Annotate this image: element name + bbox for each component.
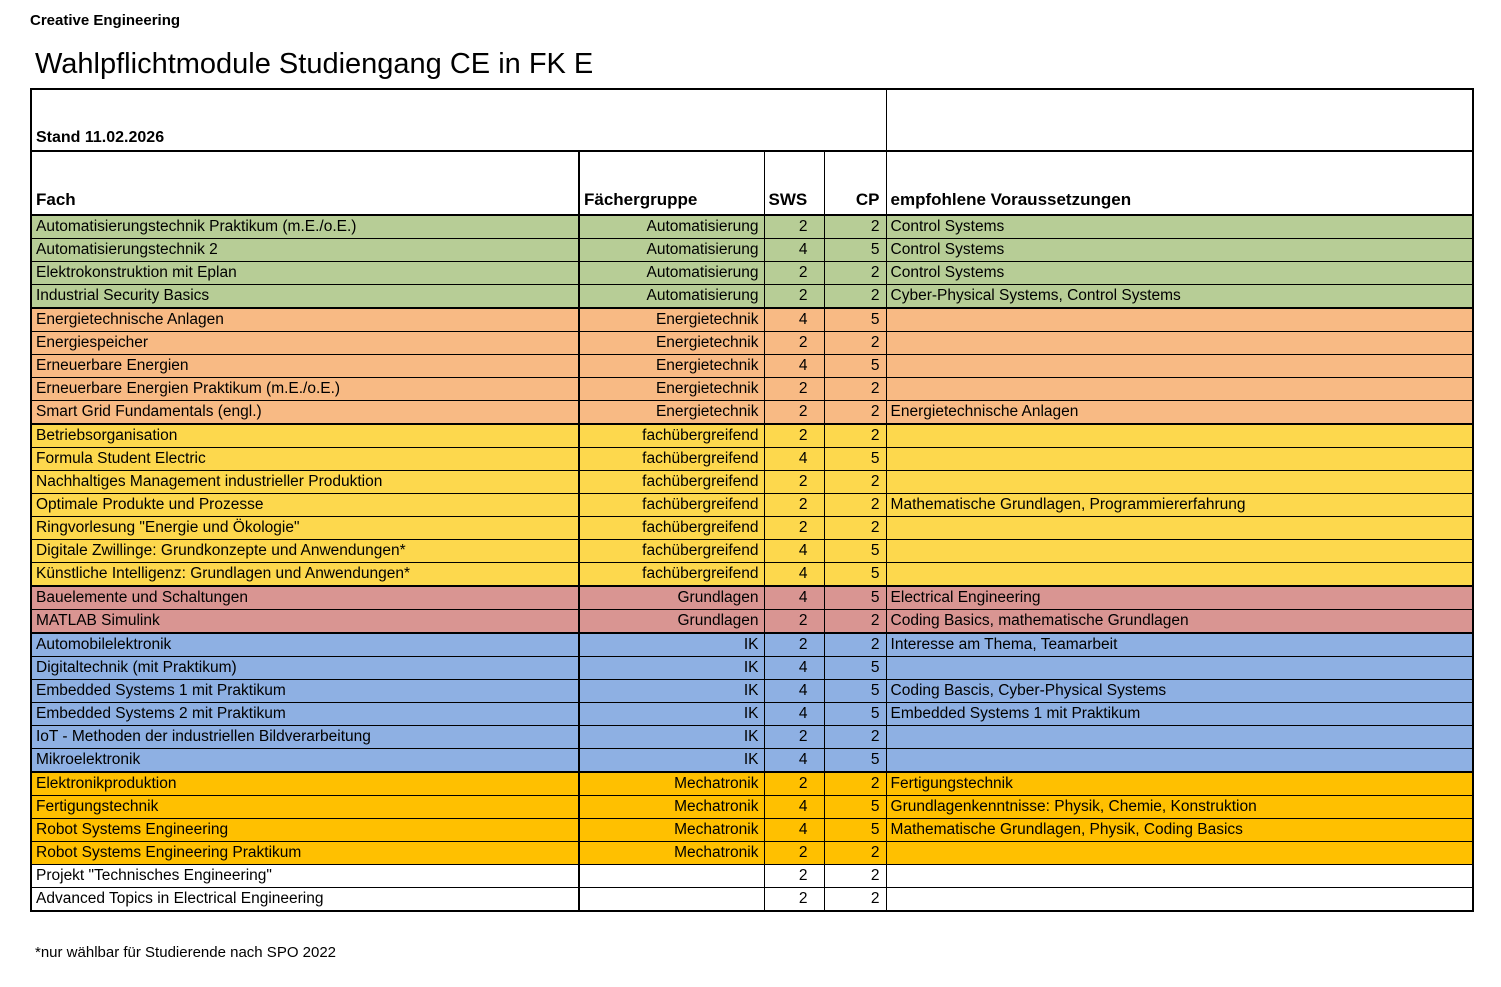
- cell-fach: Industrial Security Basics: [31, 285, 579, 309]
- cell-cp: 2: [824, 401, 886, 425]
- cell-fach: Advanced Topics in Electrical Engineering: [31, 888, 579, 912]
- table-row: [31, 749, 1473, 773]
- cell-sws: 2: [764, 401, 824, 425]
- cell-faechergruppe: IK: [579, 680, 764, 703]
- cell-cp: 5: [824, 239, 886, 262]
- cell-fach: Erneuerbare Energien: [31, 355, 579, 378]
- cell-fach: Smart Grid Fundamentals (engl.): [31, 401, 579, 425]
- cell-voraussetzungen: Interesse am Thema, Teamarbeit: [886, 633, 1473, 657]
- cell-faechergruppe: Grundlagen: [579, 586, 764, 610]
- footnote-spo-note: *nur wählbar für Studierende nach SPO 2022: [35, 944, 337, 961]
- cell-cp: 5: [824, 563, 886, 587]
- cell-sws: 4: [764, 563, 824, 587]
- cell-cp: 2: [824, 726, 886, 749]
- cell-fach: Künstliche Intelligenz: Grundlagen und Anwendungen*: [31, 563, 579, 587]
- table-row: [31, 796, 1473, 819]
- cell-faechergruppe: Mechatronik: [579, 796, 764, 819]
- cell-fach: Digitaltechnik (mit Praktikum): [31, 657, 579, 680]
- cell-faechergruppe: fachübergreifend: [579, 448, 764, 471]
- table-header-row: [31, 151, 1473, 215]
- cell-fach: Automatisierungstechnik Praktikum (m.E./o.E.): [31, 215, 579, 239]
- cell-faechergruppe: IK: [579, 657, 764, 680]
- cell-faechergruppe: Energietechnik: [579, 378, 764, 401]
- cell-voraussetzungen: Mathematische Grundlagen, Programmiererfahrung: [886, 494, 1473, 517]
- cell-voraussetzungen: Control Systems: [886, 262, 1473, 285]
- table-row: [31, 424, 1473, 448]
- cell-fach: Elektronikproduktion: [31, 772, 579, 796]
- cell-faechergruppe: fachübergreifend: [579, 563, 764, 587]
- stand-empty-cell: [886, 89, 1473, 151]
- cell-cp: 5: [824, 540, 886, 563]
- column-header-cp: CP: [824, 151, 886, 215]
- cell-fach: Automobilelektronik: [31, 633, 579, 657]
- cell-voraussetzungen: Coding Bascis, Cyber-Physical Systems: [886, 680, 1473, 703]
- cell-faechergruppe: [579, 865, 764, 888]
- cell-sws: 2: [764, 610, 824, 634]
- cell-voraussetzungen: Embedded Systems 1 mit Praktikum: [886, 703, 1473, 726]
- cell-sws: 4: [764, 796, 824, 819]
- cell-fach: Betriebsorganisation: [31, 424, 579, 448]
- cell-faechergruppe: fachübergreifend: [579, 517, 764, 540]
- cell-sws: 2: [764, 494, 824, 517]
- cell-voraussetzungen: [886, 540, 1473, 563]
- cell-sws: 4: [764, 540, 824, 563]
- cell-fach: Embedded Systems 1 mit Praktikum: [31, 680, 579, 703]
- cell-voraussetzungen: Energietechnische Anlagen: [886, 401, 1473, 425]
- cell-voraussetzungen: [886, 517, 1473, 540]
- cell-faechergruppe: Energietechnik: [579, 355, 764, 378]
- cell-sws: 2: [764, 517, 824, 540]
- table-row: [31, 633, 1473, 657]
- table-row: [31, 494, 1473, 517]
- table-row: [31, 657, 1473, 680]
- cell-sws: 2: [764, 842, 824, 865]
- cell-cp: 5: [824, 680, 886, 703]
- table-row: [31, 355, 1473, 378]
- cell-cp: 5: [824, 796, 886, 819]
- cell-voraussetzungen: Mathematische Grundlagen, Physik, Coding Basics: [886, 819, 1473, 842]
- cell-faechergruppe: Mechatronik: [579, 842, 764, 865]
- cell-voraussetzungen: Control Systems: [886, 215, 1473, 239]
- cell-voraussetzungen: [886, 378, 1473, 401]
- cell-faechergruppe: fachübergreifend: [579, 494, 764, 517]
- cell-sws: 4: [764, 657, 824, 680]
- cell-voraussetzungen: Electrical Engineering: [886, 586, 1473, 610]
- cell-faechergruppe: Energietechnik: [579, 401, 764, 425]
- column-header-voraussetzungen: empfohlene Voraussetzungen: [886, 151, 1473, 215]
- table-row: [31, 378, 1473, 401]
- cell-cp: 2: [824, 842, 886, 865]
- cell-faechergruppe: fachübergreifend: [579, 540, 764, 563]
- cell-faechergruppe: Automatisierung: [579, 239, 764, 262]
- cell-voraussetzungen: [886, 471, 1473, 494]
- table-row: [31, 586, 1473, 610]
- cell-cp: 5: [824, 657, 886, 680]
- cell-fach: Formula Student Electric: [31, 448, 579, 471]
- cell-sws: 2: [764, 865, 824, 888]
- cell-sws: 2: [764, 332, 824, 355]
- table-row: [31, 610, 1473, 634]
- table-row: [31, 471, 1473, 494]
- cell-fach: Ringvorlesung "Energie und Ökologie": [31, 517, 579, 540]
- cell-sws: 4: [764, 680, 824, 703]
- cell-sws: 4: [764, 819, 824, 842]
- page-title: Wahlpflichtmodule Studiengang CE in FK E: [35, 48, 594, 80]
- cell-sws: 4: [764, 586, 824, 610]
- cell-cp: 2: [824, 610, 886, 634]
- cell-faechergruppe: IK: [579, 703, 764, 726]
- cell-voraussetzungen: [886, 842, 1473, 865]
- cell-faechergruppe: Energietechnik: [579, 332, 764, 355]
- cell-voraussetzungen: [886, 308, 1473, 332]
- cell-faechergruppe: Automatisierung: [579, 262, 764, 285]
- cell-cp: 5: [824, 703, 886, 726]
- cell-faechergruppe: IK: [579, 749, 764, 773]
- table-row: [31, 563, 1473, 587]
- stand-row: [31, 89, 1473, 151]
- cell-faechergruppe: [579, 888, 764, 912]
- cell-sws: 2: [764, 424, 824, 448]
- table-row: [31, 308, 1473, 332]
- cell-cp: 2: [824, 262, 886, 285]
- table-row: [31, 285, 1473, 309]
- cell-fach: Robot Systems Engineering: [31, 819, 579, 842]
- cell-voraussetzungen: Fertigungstechnik: [886, 772, 1473, 796]
- table-row: [31, 842, 1473, 865]
- cell-voraussetzungen: [886, 888, 1473, 912]
- table-row: [31, 332, 1473, 355]
- cell-voraussetzungen: [886, 563, 1473, 587]
- cell-sws: 4: [764, 239, 824, 262]
- cell-faechergruppe: IK: [579, 726, 764, 749]
- cell-cp: 2: [824, 215, 886, 239]
- cell-voraussetzungen: [886, 726, 1473, 749]
- cell-voraussetzungen: [886, 332, 1473, 355]
- cell-cp: 5: [824, 448, 886, 471]
- cell-fach: IoT - Methoden der industriellen Bildverarbeitung: [31, 726, 579, 749]
- cell-cp: 2: [824, 633, 886, 657]
- cell-faechergruppe: fachübergreifend: [579, 471, 764, 494]
- cell-fach: Embedded Systems 2 mit Praktikum: [31, 703, 579, 726]
- table-row: [31, 819, 1473, 842]
- cell-fach: Optimale Produkte und Prozesse: [31, 494, 579, 517]
- cell-cp: 2: [824, 424, 886, 448]
- table-row: [31, 772, 1473, 796]
- cell-faechergruppe: fachübergreifend: [579, 424, 764, 448]
- cell-sws: 4: [764, 703, 824, 726]
- cell-cp: 2: [824, 888, 886, 912]
- cell-voraussetzungen: Grundlagenkenntnisse: Physik, Chemie, Konstruktion: [886, 796, 1473, 819]
- cell-fach: Bauelemente und Schaltungen: [31, 586, 579, 610]
- cell-sws: 2: [764, 215, 824, 239]
- cell-faechergruppe: Automatisierung: [579, 215, 764, 239]
- cell-voraussetzungen: [886, 355, 1473, 378]
- table-row: [31, 703, 1473, 726]
- cell-fach: Nachhaltiges Management industrieller Produktion: [31, 471, 579, 494]
- cell-fach: Mikroelektronik: [31, 749, 579, 773]
- cell-cp: 2: [824, 772, 886, 796]
- cell-voraussetzungen: [886, 448, 1473, 471]
- cell-fach: Elektrokonstruktion mit Eplan: [31, 262, 579, 285]
- cell-cp: 5: [824, 749, 886, 773]
- cell-cp: 5: [824, 586, 886, 610]
- cell-sws: 2: [764, 262, 824, 285]
- cell-fach: Energietechnische Anlagen: [31, 308, 579, 332]
- cell-sws: 2: [764, 726, 824, 749]
- cell-sws: 4: [764, 448, 824, 471]
- table-row: [31, 888, 1473, 912]
- cell-fach: Fertigungstechnik: [31, 796, 579, 819]
- cell-fach: Energiespeicher: [31, 332, 579, 355]
- cell-sws: 2: [764, 285, 824, 309]
- cell-voraussetzungen: [886, 424, 1473, 448]
- cell-voraussetzungen: [886, 749, 1473, 773]
- cell-fach: Projekt "Technisches Engineering": [31, 865, 579, 888]
- cell-cp: 2: [824, 865, 886, 888]
- column-header-fach: Fach: [31, 151, 579, 215]
- brand-header: Creative Engineering: [30, 12, 181, 29]
- cell-voraussetzungen: Control Systems: [886, 239, 1473, 262]
- cell-cp: 5: [824, 355, 886, 378]
- cell-cp: 2: [824, 332, 886, 355]
- cell-faechergruppe: IK: [579, 633, 764, 657]
- cell-voraussetzungen: Coding Basics, mathematische Grundlagen: [886, 610, 1473, 634]
- cell-cp: 5: [824, 308, 886, 332]
- cell-sws: 2: [764, 378, 824, 401]
- cell-fach: Digitale Zwillinge: Grundkonzepte und Anwendungen*: [31, 540, 579, 563]
- cell-fach: Erneuerbare Energien Praktikum (m.E./o.E.): [31, 378, 579, 401]
- cell-sws: 4: [764, 355, 824, 378]
- table-row: [31, 448, 1473, 471]
- cell-faechergruppe: Energietechnik: [579, 308, 764, 332]
- column-header-faechergruppe: Fächergruppe: [579, 151, 764, 215]
- cell-voraussetzungen: [886, 657, 1473, 680]
- cell-cp: 2: [824, 471, 886, 494]
- cell-cp: 2: [824, 494, 886, 517]
- cell-faechergruppe: Automatisierung: [579, 285, 764, 309]
- modules-table: [30, 88, 1474, 912]
- cell-sws: 4: [764, 749, 824, 773]
- cell-cp: 5: [824, 819, 886, 842]
- cell-fach: MATLAB Simulink: [31, 610, 579, 634]
- table-row: [31, 540, 1473, 563]
- table-row: [31, 865, 1473, 888]
- cell-cp: 2: [824, 517, 886, 540]
- cell-cp: 2: [824, 285, 886, 309]
- table-row: [31, 726, 1473, 749]
- table-row: [31, 401, 1473, 425]
- table-row: [31, 262, 1473, 285]
- cell-faechergruppe: Grundlagen: [579, 610, 764, 634]
- cell-faechergruppe: Mechatronik: [579, 772, 764, 796]
- cell-sws: 2: [764, 471, 824, 494]
- module-table-body: [31, 89, 1473, 911]
- cell-sws: 4: [764, 308, 824, 332]
- cell-sws: 2: [764, 772, 824, 796]
- table-row: [31, 239, 1473, 262]
- cell-voraussetzungen: [886, 865, 1473, 888]
- table-row: [31, 680, 1473, 703]
- cell-voraussetzungen: Cyber-Physical Systems, Control Systems: [886, 285, 1473, 309]
- cell-sws: 2: [764, 633, 824, 657]
- cell-cp: 2: [824, 378, 886, 401]
- cell-fach: Robot Systems Engineering Praktikum: [31, 842, 579, 865]
- cell-sws: 2: [764, 888, 824, 912]
- stand-date-cell: Stand 11.02.2026: [31, 89, 886, 151]
- cell-faechergruppe: Mechatronik: [579, 819, 764, 842]
- column-header-sws: SWS: [764, 151, 824, 215]
- table-row: [31, 215, 1473, 239]
- table-row: [31, 517, 1473, 540]
- cell-fach: Automatisierungstechnik 2: [31, 239, 579, 262]
